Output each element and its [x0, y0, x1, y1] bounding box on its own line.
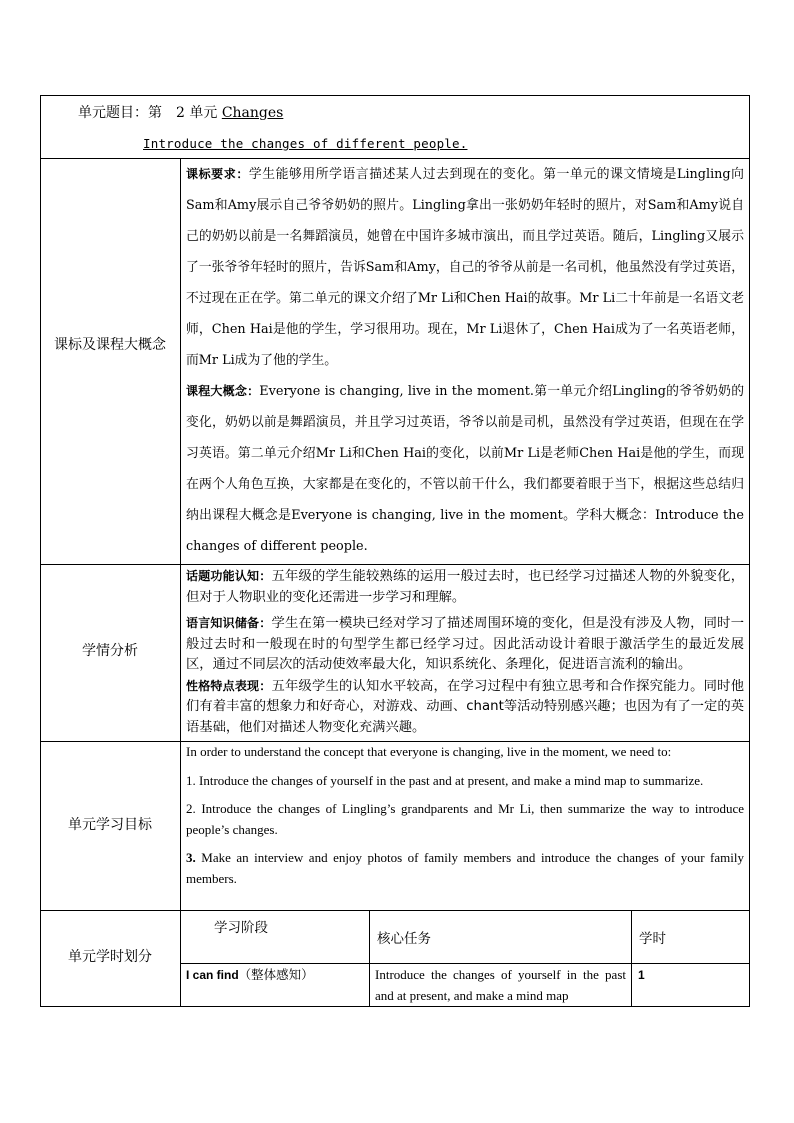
unit-title: [78, 102, 283, 124]
stage-name-cn: （整体感知）: [238, 967, 314, 982]
rule: [749, 95, 750, 1007]
goal-item-3-number: 3.: [186, 850, 196, 865]
standard-heading: 课标要求：: [186, 167, 249, 181]
analysis-heading-3: 性格特点表现：: [186, 678, 272, 693]
bigidea-heading: 课程大概念：: [186, 384, 260, 398]
goals-intro: In order to understand the concept that everyone is changing, live in the moment, we need to:: [186, 744, 672, 759]
analysis-label: 学情分析: [82, 643, 138, 659]
col-header-task: 核心任务: [377, 931, 431, 947]
stage-name: I can find: [186, 968, 239, 982]
col-header-hours: 学时: [639, 931, 666, 947]
unit-subtitle: Introduce the changes of different people.: [143, 136, 468, 151]
analysis-paragraph: [186, 676, 744, 739]
rule: [180, 158, 181, 1007]
analysis-paragraph: [186, 613, 744, 676]
analysis-text-1: 五年级的学生能较熟练的运用一般过去时，也已经学习过描述人物的外貌变化，但对于人物职业的变化还需进一步学习和理解。: [186, 569, 744, 605]
col-header-stage: 学习阶段: [214, 920, 268, 936]
analysis-heading-1: 话题功能认知：: [186, 569, 272, 583]
unit-title-prefix: 单元题目：第 2 单元: [78, 105, 218, 121]
goal-item-3-text: Make an interview and enjoy photos of family members and introduce the changes of your family members.: [186, 850, 744, 886]
bigidea-text: Everyone is changing, live in the moment.第一单元介绍Lingling的爷爷奶奶的变化，奶奶以前是舞蹈演员，并且学习过英语，爷爷以前是司机，虽然没有学过英语，但现在在学习英语。第二单元介绍Mr Li和Chen Hai的变化，以前Mr Li是老师Chen Hai是他的学生，而现在两个人角色互换，大家都是在变化的，不管以前干什么，我们都要着眼于当下，根据这些总结归纳出课程大概念是Everyone is changing, live in the moment。学科大概念：Introduce the changes of different people.: [186, 384, 744, 554]
unit-title-name: Changes: [221, 105, 284, 121]
goals-content: [186, 742, 744, 889]
goals-label: 单元学习目标: [68, 817, 152, 833]
schedule-row-hours: 1: [638, 968, 645, 982]
rule: [40, 910, 750, 911]
concept-label-text: 课标及课程大概念: [54, 337, 166, 353]
rule: [40, 1006, 750, 1007]
analysis-text-3: 五年级学生的认知水平较高，在学习过程中有独立思考和合作探究能力。同时他们有着丰富的想象力和好奇心，对游戏、动画、chant等活动特别感兴趣；也因为有了一定的英语基础，他们对描述人物变化充满兴趣。: [186, 678, 744, 735]
rule: [40, 95, 41, 1007]
analysis-heading-2: 语言知识储备：: [186, 616, 272, 630]
rule: [631, 910, 632, 1007]
concept-content: [186, 159, 744, 562]
goal-item-1: 1. Introduce the changes of yourself in the past and at present, and make a mind map to summarize.: [186, 772, 704, 788]
schedule-label: 单元学时划分: [68, 949, 152, 965]
analysis-content: [186, 566, 744, 738]
schedule-row-task: Introduce the changes of yourself in the past and at present, and make a mind map: [375, 967, 626, 1003]
rule: [40, 564, 750, 565]
concept-label: [40, 332, 180, 358]
analysis-text-2: 学生在第一模块已经对学习了描述周围环境的变化，但是没有涉及人物，同时一般过去时和一般现在时的句型学生都已经学习过。因此活动设计着眼于激活学生的最近发展区，通过不同层次的活动使效率最大化，知识系统化、条理化，促进语言流利的输出。: [186, 616, 744, 672]
goal-item-2: 2. Introduce the changes of Lingling’s grandparents and Mr Li, then summarize the way to introduce people’s changes.: [186, 801, 744, 837]
unit-plan-table: [40, 95, 750, 1007]
standard-text: 学生能够用所学语言描述某人过去到现在的变化。第一单元的课文情境是Lingling向Sam和Amy展示自己爷爷奶奶的照片。Lingling拿出一张奶奶年轻时的照片，对Sam和Amy说自己的奶奶以前是一名舞蹈演员，她曾在中国许多城市演出，而且学过英语。随后，Lingling又展示了一张爷爷年轻时的照片，告诉Sam和Amy，自己的爷爷从前是一名司机，他虽然没有学过英语，不过现在正在学。第二单元的课文介绍了Mr Li和Chen Hai的故事。Mr Li二十年前是一名语文老师，Chen Hai是他的学生，学习很用功。现在，Mr Li退休了，Chen Hai成为了一名英语老师，而Mr Li成为了他的学生。: [186, 167, 744, 368]
goal-item-3: [186, 848, 744, 889]
analysis-paragraph: [186, 566, 744, 608]
schedule-row-stage: [186, 965, 314, 985]
rule: [40, 95, 750, 96]
rule: [369, 910, 370, 1007]
